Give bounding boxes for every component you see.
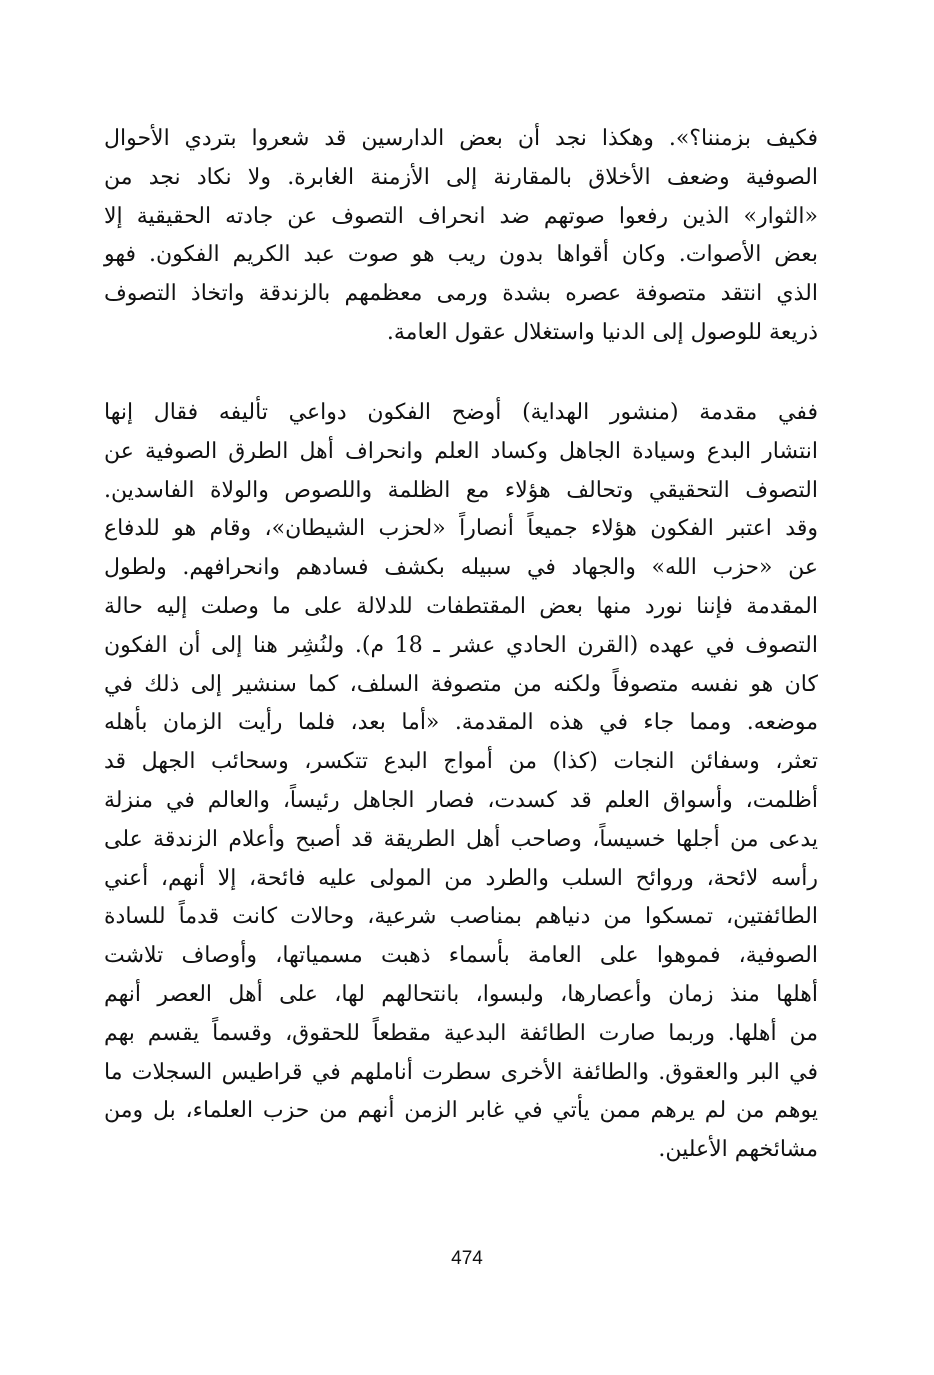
- text-line: وقد اعتبر الفكون هؤلاء جميعاً أنصاراً «لحزب الشيطان»، وقام هو للدفاع: [104, 516, 818, 542]
- text-line: الصوفية وضعف الأخلاق بالمقارنة إلى الأزمنة الغابرة. ولا نكاد نجد من: [104, 164, 818, 190]
- text-line: مشائخهم الأعلين.: [658, 1137, 818, 1163]
- text-line: الطائفتين، تمسكوا من دنياهم بمناصب شرعية، وحالات كانت قدماً للسادة: [104, 904, 818, 930]
- text-line: عن «حزب الله» والجهاد في سبيله بكشف فسادهم وانحرافهم. ولطول: [104, 555, 818, 581]
- text-line: أظلمت، وأسواق العلم قد كسدت، فصار الجاهل رئيساً، والعالم في منزلة: [104, 787, 818, 813]
- text-line: «الثوار» الذين رفعوا صوتهم ضد انحراف التصوف عن جادته الحقيقية إلا: [104, 203, 818, 229]
- text-line: التصوف في عهده (القرن الحادي عشر ـ 18 م). ولنُشِر هنا إلى أن الفكون: [104, 632, 818, 658]
- text-line: انتشار البدع وسيادة الجاهل وكساد العلم وانحراف أهل الطرق الصوفية عن: [104, 438, 818, 464]
- page-number: 474: [451, 1248, 483, 1269]
- text-line: موضعه. ومما جاء في هذه المقدمة. «أما بعد، فلما رأيت الزمان بأهله: [104, 710, 818, 736]
- text-line: ففي مقدمة (منشور الهداية) أوضح الفكون دواعي تأليفه فقال إنها: [104, 400, 818, 425]
- text-line: الذي انتقد متصوفة عصره بشدة ورمى معظمهم بالزندقة واتخاذ التصوف: [104, 281, 818, 307]
- paragraph-1: [104, 120, 818, 353]
- text-line: ذريعة للوصول إلى الدنيا واستغلال عقول العامة.: [386, 319, 818, 345]
- text-line: فكيف بزمننا؟». وهكذا نجد أن بعض الدارسين قد شعروا بتردي الأحوال: [104, 126, 818, 151]
- text-line: بعض الأصوات. وكان أقواها بدون ريب هو صوت عبد الكريم الفكون. فهو: [104, 242, 818, 268]
- text-line: كان هو نفسه متصوفاً ولكنه من متصوفة السلف، كما سنشير إلى ذلك في: [104, 671, 818, 697]
- text-line: المقدمة فإننا نورد منها بعض المقتطفات للدلالة على ما وصلت إليه حالة: [104, 593, 818, 619]
- text-line: في البر والعقوق. والطائفة الأخرى سطرت أناملهم في قراطيس السجلات ما: [104, 1059, 818, 1085]
- text-line: التصوف التحقيقي وتحالف هؤلاء مع الظلمة واللصوص والولاة الفاسدين.: [104, 477, 818, 503]
- text-line: رأسه لائحة، وروائح السلب والطرد من المولى عليه فائحة، إلا أنهم، أعني: [104, 865, 818, 891]
- text-line: تعثر، وسفائن النجات (كذا) من أمواج البدع تتكسر، وسحائب الجهل قد: [104, 749, 818, 775]
- text-line: من أهلها. وربما صارت الطائفة البدعية مقطعاً للحقوق، وقسماً يقسم بهم: [104, 1020, 818, 1046]
- text-line: أهلها منذ زمان وأعصارها، ولبسوا، بانتحالهم لها، على أهل العصر أنهم: [104, 981, 818, 1007]
- text-line: يوهم من لم يرهم ممن يأتي في غابر الزمن أنهم من حزب العلماء، بل ومن: [104, 1098, 818, 1124]
- text-line: يدعى من أجلها خسيساً، وصاحب أهل الطريقة قد أصبح وأعلام الزندقة على: [104, 826, 818, 852]
- paragraph-2: [104, 394, 818, 1170]
- text-line: الصوفية، فموهوا على العامة بأسماء ذهبت مسمياتها، وأوصاف تلاشت: [104, 943, 818, 969]
